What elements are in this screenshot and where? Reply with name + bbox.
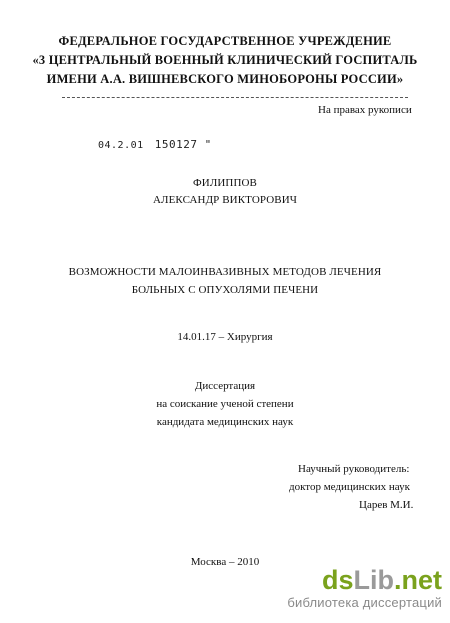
thesis-title-line-1: ВОЗМОЖНОСТИ МАЛОИНВАЗИВНЫХ МЕТОДОВ ЛЕЧЕНИЯ — [68, 266, 382, 278]
watermark-subtitle: библиотека диссертаций — [287, 595, 442, 610]
degree-line-3: кандидата медицинских наук — [156, 416, 294, 428]
header-divider — [62, 97, 408, 98]
city-year: Москва – 2010 — [190, 556, 260, 568]
watermark-logo: dsLib.net — [321, 565, 442, 595]
stamp-mark: " — [204, 138, 212, 151]
supervisor-label: Научный руководитель: — [298, 463, 410, 475]
institution-line-1: ФЕДЕРАЛЬНОЕ ГОСУДАРСТВЕННОЕ УЧРЕЖДЕНИЕ — [58, 34, 392, 48]
degree-line-1: Диссертация — [194, 380, 256, 392]
stamp-date: 04.2.01 — [98, 140, 144, 151]
specialty-code: 14.01.17 – Хирургия — [177, 331, 273, 343]
thesis-title-line-2: БОЛЬНЫХ С ОПУХОЛЯМИ ПЕЧЕНИ — [131, 284, 319, 296]
author-name: АЛЕКСАНДР ВИКТОРОВИЧ — [153, 194, 297, 206]
stamp-number: 150127 — [154, 138, 198, 151]
degree-line-2: на соискание ученой степени — [156, 398, 294, 410]
author-surname: ФИЛИППОВ — [192, 177, 257, 189]
institution-line-2: «3 ЦЕНТРАЛЬНЫЙ ВОЕННЫЙ КЛИНИЧЕСКИЙ ГОСПИТАЛЬ — [32, 53, 418, 67]
watermark — [287, 566, 442, 610]
archive-stamp — [98, 138, 212, 151]
supervisor-title: доктор медицинских наук — [289, 481, 410, 493]
institution-line-3: ИМЕНИ А.А. ВИШНЕВСКОГО МИНОБОРОНЫ РОССИИ» — [46, 72, 404, 86]
supervisor-name: Царев М.И. — [359, 499, 414, 511]
manuscript-note: На правах рукописи — [318, 104, 412, 116]
